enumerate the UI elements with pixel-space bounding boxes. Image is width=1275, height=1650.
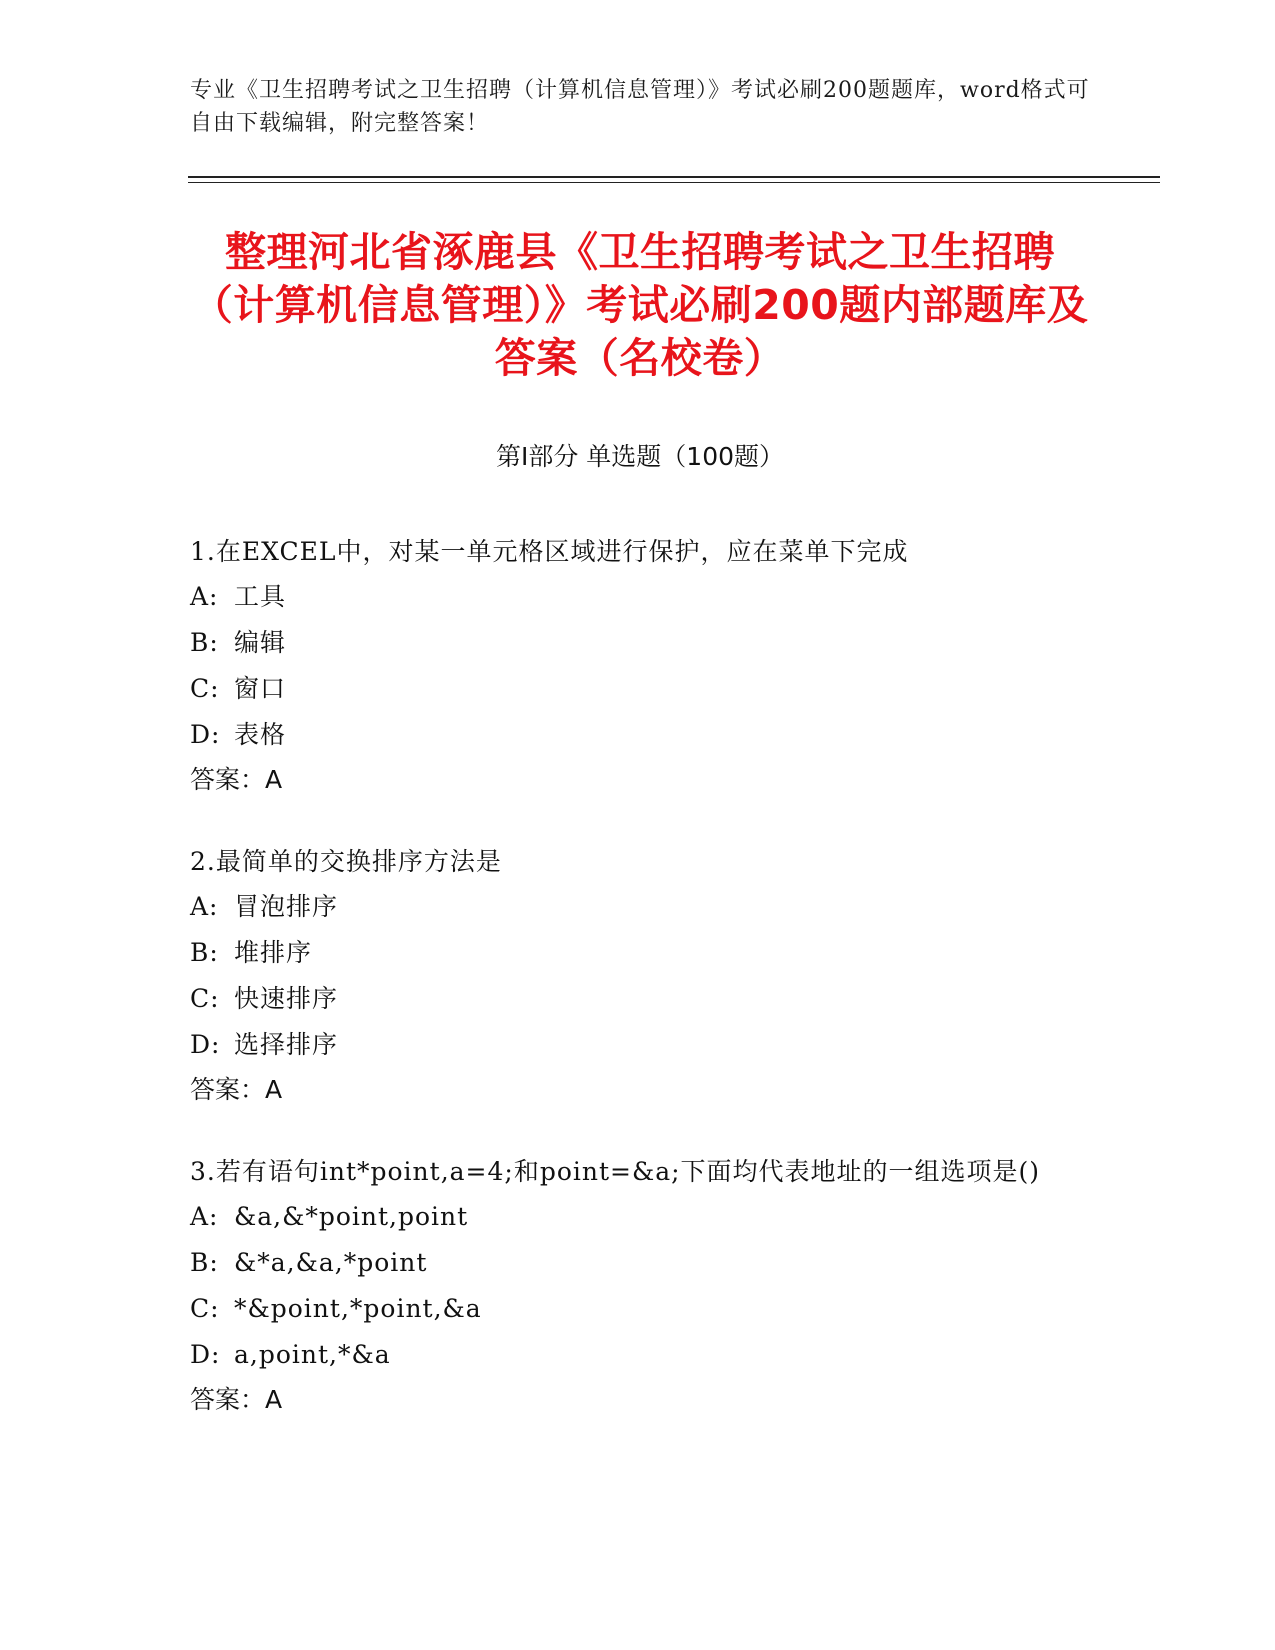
answer-label: 答案： xyxy=(190,765,266,794)
header-note: 专业《卫生招聘考试之卫生招聘（计算机信息管理）》考试必刷200题题库，word格式可自由下载编辑，附完整答案！ xyxy=(190,78,1090,136)
document-title: 整理河北省涿鹿县《卫生招聘考试之卫生招聘（计算机信息管理）》考试必刷200题内部题库及答案（名校卷） xyxy=(191,228,1089,382)
option-text: 堆排序 xyxy=(234,938,313,967)
option-b xyxy=(190,620,1090,666)
answer-value: A xyxy=(265,1075,283,1104)
option-c xyxy=(190,1286,1090,1332)
question-3 xyxy=(190,1150,1090,1422)
option-text: 选择排序 xyxy=(234,1030,339,1059)
option-key: C: xyxy=(190,1294,220,1323)
option-a xyxy=(190,574,1090,620)
question-stem: 3.若有语句int*point,a=4;和point=&a;下面均代表地址的一组选项是() xyxy=(190,1157,1041,1186)
question-stem: 2.最简单的交换排序方法是 xyxy=(190,847,502,876)
option-text: &a,&*point,point xyxy=(234,1202,469,1231)
question-list xyxy=(190,530,1090,1460)
option-key: D: xyxy=(190,720,221,749)
option-d xyxy=(190,1332,1090,1378)
answer-line xyxy=(190,758,1090,802)
option-key: A: xyxy=(190,892,219,921)
option-key: D: xyxy=(190,1030,221,1059)
option-a xyxy=(190,884,1090,930)
option-a xyxy=(190,1194,1090,1240)
question-stem: 1.在EXCEL中，对某一单元格区域进行保护，应在菜单下完成 xyxy=(190,537,909,566)
option-key: A: xyxy=(190,582,219,611)
option-text: 工具 xyxy=(234,582,287,611)
answer-label: 答案： xyxy=(190,1385,266,1414)
option-key: C: xyxy=(190,674,220,703)
option-key: B: xyxy=(190,1248,219,1277)
option-c xyxy=(190,976,1090,1022)
option-text: 编辑 xyxy=(234,628,287,657)
option-text: *&point,*point,&a xyxy=(234,1294,482,1323)
option-text: 冒泡排序 xyxy=(234,892,339,921)
header-rule-thin xyxy=(188,182,1160,183)
option-c xyxy=(190,666,1090,712)
option-d xyxy=(190,712,1090,758)
option-text: 快速排序 xyxy=(234,984,339,1013)
option-key: B: xyxy=(190,938,219,967)
option-key: A: xyxy=(190,1202,219,1231)
section-title: 第Ⅰ部分 单选题（100题） xyxy=(495,442,785,471)
answer-value: A xyxy=(265,765,283,794)
option-key: B: xyxy=(190,628,219,657)
answer-label: 答案： xyxy=(190,1075,266,1104)
option-text: 表格 xyxy=(234,720,287,749)
answer-value: A xyxy=(265,1385,283,1414)
answer-line xyxy=(190,1068,1090,1112)
option-b xyxy=(190,1240,1090,1286)
answer-line xyxy=(190,1378,1090,1422)
header-rule-thick xyxy=(188,176,1160,178)
option-d xyxy=(190,1022,1090,1068)
option-key: C: xyxy=(190,984,220,1013)
option-text: 窗口 xyxy=(234,674,287,703)
option-text: &*a,&a,*point xyxy=(234,1248,428,1277)
question-1 xyxy=(190,530,1090,802)
option-text: a,point,*&a xyxy=(234,1340,391,1369)
question-2 xyxy=(190,840,1090,1112)
option-b xyxy=(190,930,1090,976)
option-key: D: xyxy=(190,1340,221,1369)
